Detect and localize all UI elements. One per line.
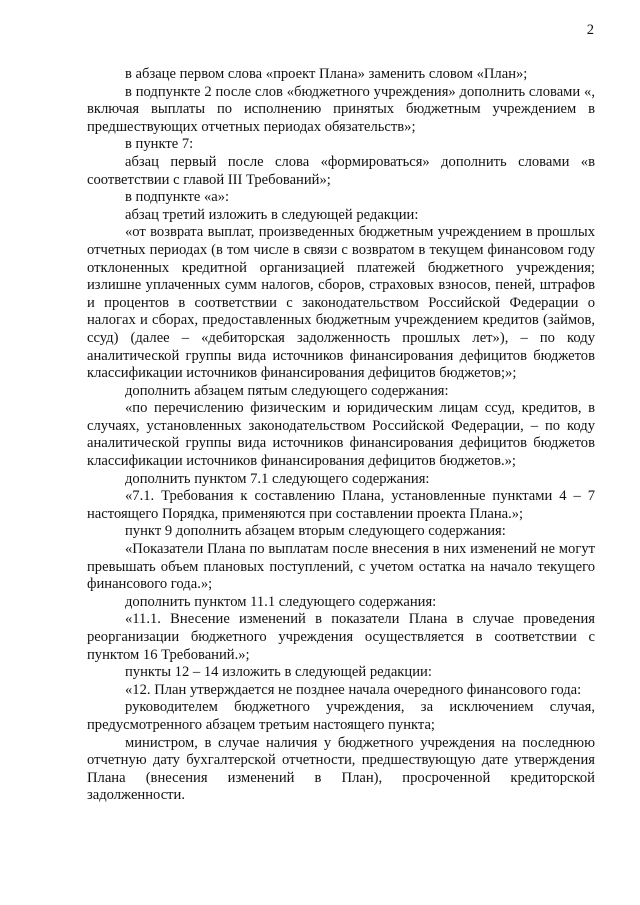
paragraph: «Показатели Плана по выплатам после внесения в них изменений не могут превышать объем плановых поступлений, с учетом остатка на начало текущего финансового года.»;	[87, 541, 595, 593]
paragraph: «от возврата выплат, произведенных бюджетным учреждением в прошлых отчетных периодах (в том числе в связи с возвратом в текущем финансовом году отклоненных кредитной организацией платежей бюджетного учреждения; излишне уплаченных сумм налогов, сборов, страховых взносов, пеней, штрафов и процентов в соответствии с законодательством Российской Федерации о налогах и сборах, предоставленных бюджетным учреждением кредитов (займов, ссуд) (далее – «дебиторская задолженность прошлых лет»), – по коду аналитической группы вида источников финансирования дефицитов бюджетов классификации источников финансирования дефицитов бюджетов;»;	[87, 224, 595, 382]
paragraph: «по перечислению физическим и юридическим лицам ссуд, кредитов, в случаях, установленных законодательством Российской Федерации, – по коду аналитической группы вида источников финансирования дефицитов бюджетов классификации источников финансирования дефицитов бюджетов.»;	[87, 400, 595, 470]
paragraph: «12. План утверждается не позднее начала очередного финансового года:	[125, 681, 582, 698]
document-body	[87, 66, 595, 805]
paragraph: в подпункте 2 после слов «бюджетного учреждения» дополнить словами «, включая выплаты по исполнению принятых бюджетным учреждением в предшествующих отчетных периодах обязательств»;	[87, 83, 595, 135]
paragraph: дополнить абзацем пятым следующего содержания:	[125, 382, 449, 399]
paragraph: «11.1. Внесение изменений в показатели Плана в случае проведения реорганизации бюджетного учреждения осуществляется в соответствии с пунктом 16 Требований.»;	[87, 611, 595, 663]
paragraph: министром, в случае наличия у бюджетного учреждения на последнюю отчетную дату бухгалтерской отчетности, предшествующую дате утверждения Плана (внесения изменений в План), просроченной кредиторской задолженности.	[87, 734, 595, 804]
paragraph: в пункте 7:	[125, 136, 194, 153]
page-number: 2	[586, 22, 594, 38]
paragraph: «7.1. Требования к составлению Плана, установленные пунктами 4 – 7 настоящего Порядка, применяются при составлении проекта Плана.»;	[87, 488, 595, 522]
paragraph: дополнить пунктом 7.1 следующего содержания:	[125, 470, 430, 487]
paragraph: абзац первый после слова «формироваться» дополнить словами «в соответствии с главой III Требований»;	[87, 153, 595, 188]
paragraph: в подпункте «а»:	[125, 189, 230, 206]
paragraph: пункты 12 – 14 изложить в следующей редакции:	[125, 664, 432, 681]
paragraph: пункт 9 дополнить абзацем вторым следующего содержания:	[125, 523, 506, 540]
paragraph: дополнить пунктом 11.1 следующего содержания:	[125, 593, 437, 610]
paragraph: абзац третий изложить в следующей редакции:	[125, 206, 419, 223]
paragraph: руководителем бюджетного учреждения, за исключением случая, предусмотренного абзацем третьим настоящего пункта;	[87, 699, 595, 733]
paragraph: в абзаце первом слова «проект Плана» заменить словом «План»;	[125, 66, 528, 82]
